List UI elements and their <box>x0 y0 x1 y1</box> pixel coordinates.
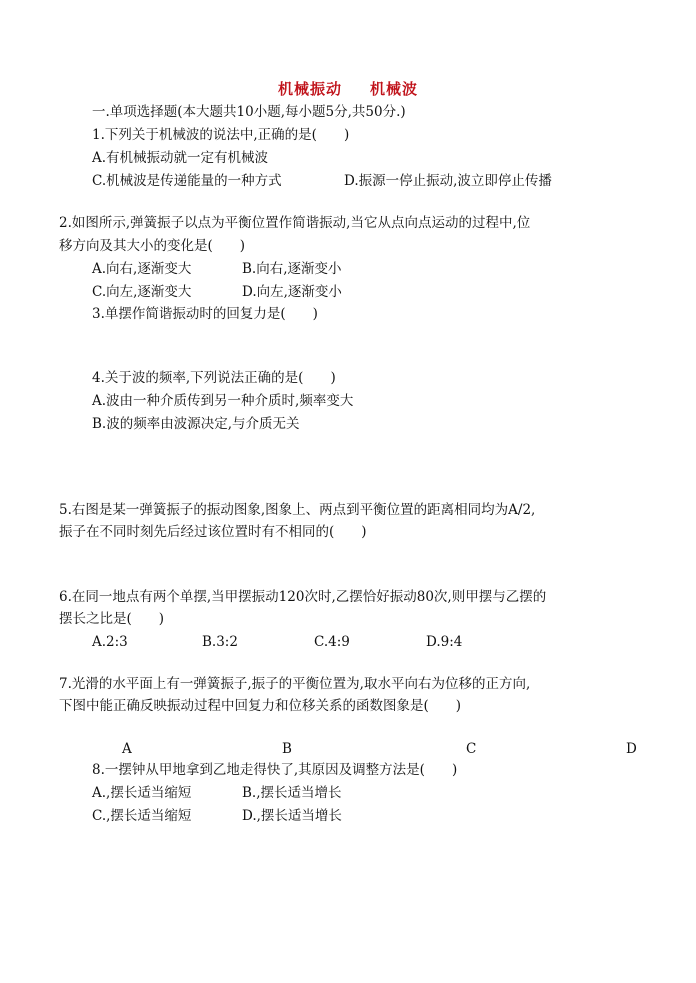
q1-option-d: D.振源一停止振动,波立即停止传播 <box>344 173 552 189</box>
q8-option-a: A.,摆长适当缩短 <box>92 785 192 801</box>
q4-option-a: A.波由一种介质传到另一种介质时,频率变大 <box>92 393 354 409</box>
q2-option-d: D.向左,逐渐变小 <box>242 284 342 300</box>
title-part-2: 机械波 <box>370 80 419 98</box>
q7-graph-label-a: A <box>122 741 132 757</box>
q6-stem-line2: 摆长之比是( ) <box>59 611 165 627</box>
q4-option-b: B.波的频率由波源决定,与介质无关 <box>92 416 300 432</box>
q6-option-d: D.9:4 <box>426 634 463 650</box>
q1-option-a: A.有机械振动就一定有机械波 <box>92 150 269 166</box>
q7-graph-label-b: B <box>282 741 292 757</box>
q7-stem-line1: 7.光滑的水平面上有一弹簧振子,振子的平衡位置为,取水平向右为位移的正方向, <box>59 676 531 692</box>
q2-option-b: B.向右,逐渐变小 <box>242 261 342 277</box>
title-part-1: 机械振动 <box>277 80 342 98</box>
q2-stem-line1: 2.如图所示,弹簧振子以点为平衡位置作简谐振动,当它从点向点运动的过程中,位 <box>59 215 531 231</box>
q7-stem-line2: 下图中能正确反映振动过程中回复力和位移关系的函数图象是( ) <box>59 698 462 714</box>
q1-option-c: C.机械波是传递能量的一种方式 <box>92 173 282 189</box>
q8-stem: 8.一摆钟从甲地拿到乙地走得快了,其原因及调整方法是( ) <box>92 762 458 778</box>
q8-option-b: B.,摆长适当增长 <box>242 785 342 801</box>
q8-option-d: D.,摆长适当增长 <box>242 808 342 824</box>
q1-stem: 1.下列关于机械波的说法中,正确的是( ) <box>92 127 350 143</box>
document-title <box>0 78 696 99</box>
q2-stem-line2: 移方向及其大小的变化是( ) <box>59 238 246 254</box>
q6-option-a: A.2:3 <box>92 634 128 650</box>
q6-stem-line1: 6.在同一地点有两个单摆,当甲摆振动120次时,乙摆恰好振动80次,则甲摆与乙摆的 <box>59 589 547 605</box>
q5-stem-line1: 5.右图是某一弹簧振子的振动图象,图象上、两点到平衡位置的距离相同均为A/2, <box>59 502 536 518</box>
q5-stem-line2: 振子在不同时刻先后经过该位置时有不相同的( ) <box>59 524 367 540</box>
q7-graph-label-d: D <box>626 741 637 757</box>
q6-option-b: B.3:2 <box>202 634 238 650</box>
q8-option-c: C.,摆长适当缩短 <box>92 808 192 824</box>
q6-option-c: C.4:9 <box>314 634 350 650</box>
section-heading: 一.单项选择题(本大题共10小题,每小题5分,共50分.) <box>92 104 406 120</box>
q7-graph-label-c: C <box>466 741 477 757</box>
q2-option-c: C.向左,逐渐变大 <box>92 284 192 300</box>
q3-stem: 3.单摆作简谐振动时的回复力是( ) <box>92 306 318 322</box>
q2-option-a: A.向右,逐渐变大 <box>92 261 192 277</box>
q4-stem: 4.关于波的频率,下列说法正确的是( ) <box>92 370 336 386</box>
